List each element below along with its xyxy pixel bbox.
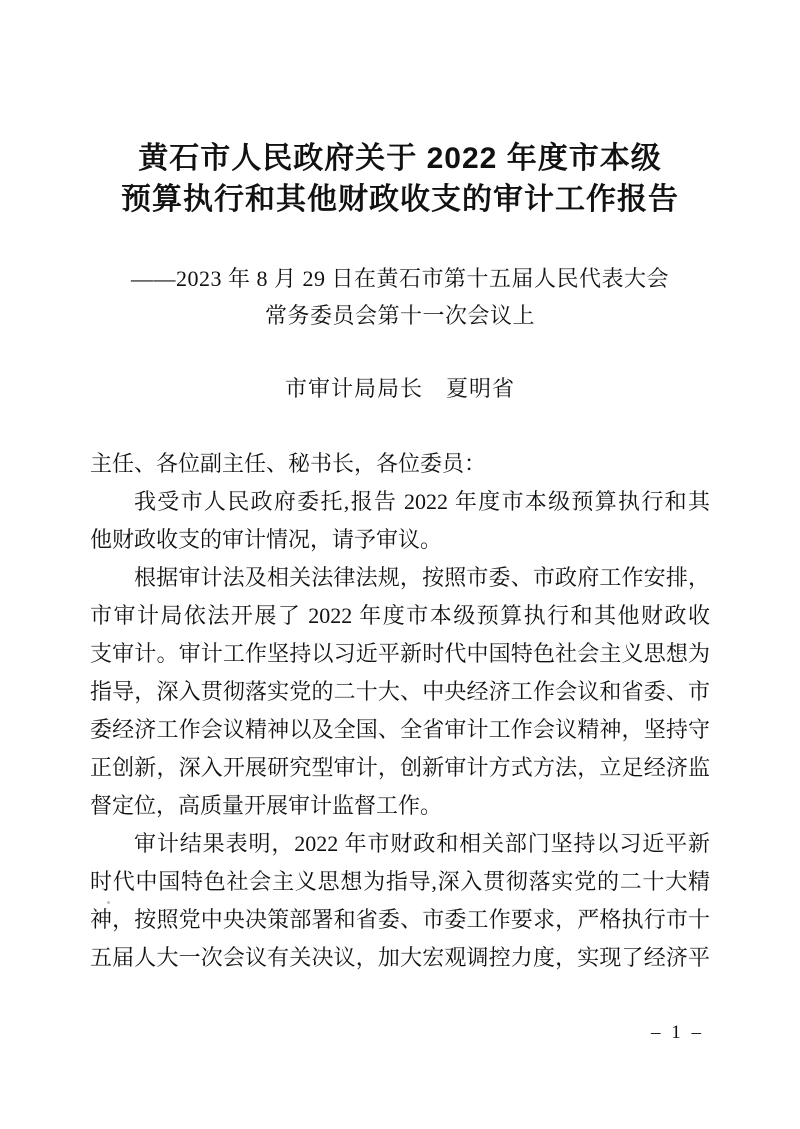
body-line: 神，按照党中央决策部署和省委、市委工作要求，严格执行市十 <box>90 907 710 932</box>
body-line: 委经济工作会议精神以及全国、全省审计工作会议精神，坚持守 <box>90 717 710 742</box>
body-line: 我受市人民政府委托,报告 2022 年度市本级预算执行和其 <box>134 489 710 514</box>
body-line: 时代中国特色社会主义思想为指导,深入贯彻落实党的二十大精 <box>90 869 710 894</box>
body-line: 指导，深入贯彻落实党的二十大、中央经济工作会议和省委、市 <box>90 679 710 704</box>
scan-speck <box>107 901 110 904</box>
document-body <box>90 445 710 977</box>
body-line: 审计结果表明，2022 年市财政和相关部门坚持以习近平新 <box>134 831 710 856</box>
document-subtitle <box>0 260 800 334</box>
body-line: 支审计。审计工作坚持以习近平新时代中国特色社会主义思想为 <box>90 641 710 666</box>
body-line: 五届人大一次会议有关决议，加大宏观调控力度，实现了经济平 <box>90 945 710 970</box>
document-title <box>0 0 800 220</box>
subtitle-line-1: ——2023 年 8 月 29 日在黄石市第十五届人民代表大会 <box>130 266 669 291</box>
document-title-line-1: 黄石市人民政府关于 2022 年度市本级 <box>138 142 662 175</box>
body-line: 督定位，高质量开展审计监督工作。 <box>90 793 443 818</box>
body-line: 正创新，深入开展研究型审计，创新审计方式方法，立足经济监 <box>90 755 710 780</box>
author-line: 市审计局局长 夏明省 <box>284 376 515 401</box>
body-line: 他财政收支的审计情况，请予审议。 <box>90 527 443 552</box>
subtitle-line-2: 常务委员会第十一次会议上 <box>264 303 535 328</box>
body-line: 根据审计法及相关法律法规，按照市委、市政府工作安排， <box>134 565 710 590</box>
page-number: – 1 – <box>651 1022 704 1043</box>
document-title-line-2: 预算执行和其他财政收支的审计工作报告 <box>121 183 679 216</box>
scan-speck <box>456 838 458 840</box>
body-line: 市审计局依法开展了 2022 年度市本级预算执行和其他财政收 <box>90 603 710 628</box>
body-line: 主任、各位副主任、秘书长，各位委员： <box>90 451 487 476</box>
